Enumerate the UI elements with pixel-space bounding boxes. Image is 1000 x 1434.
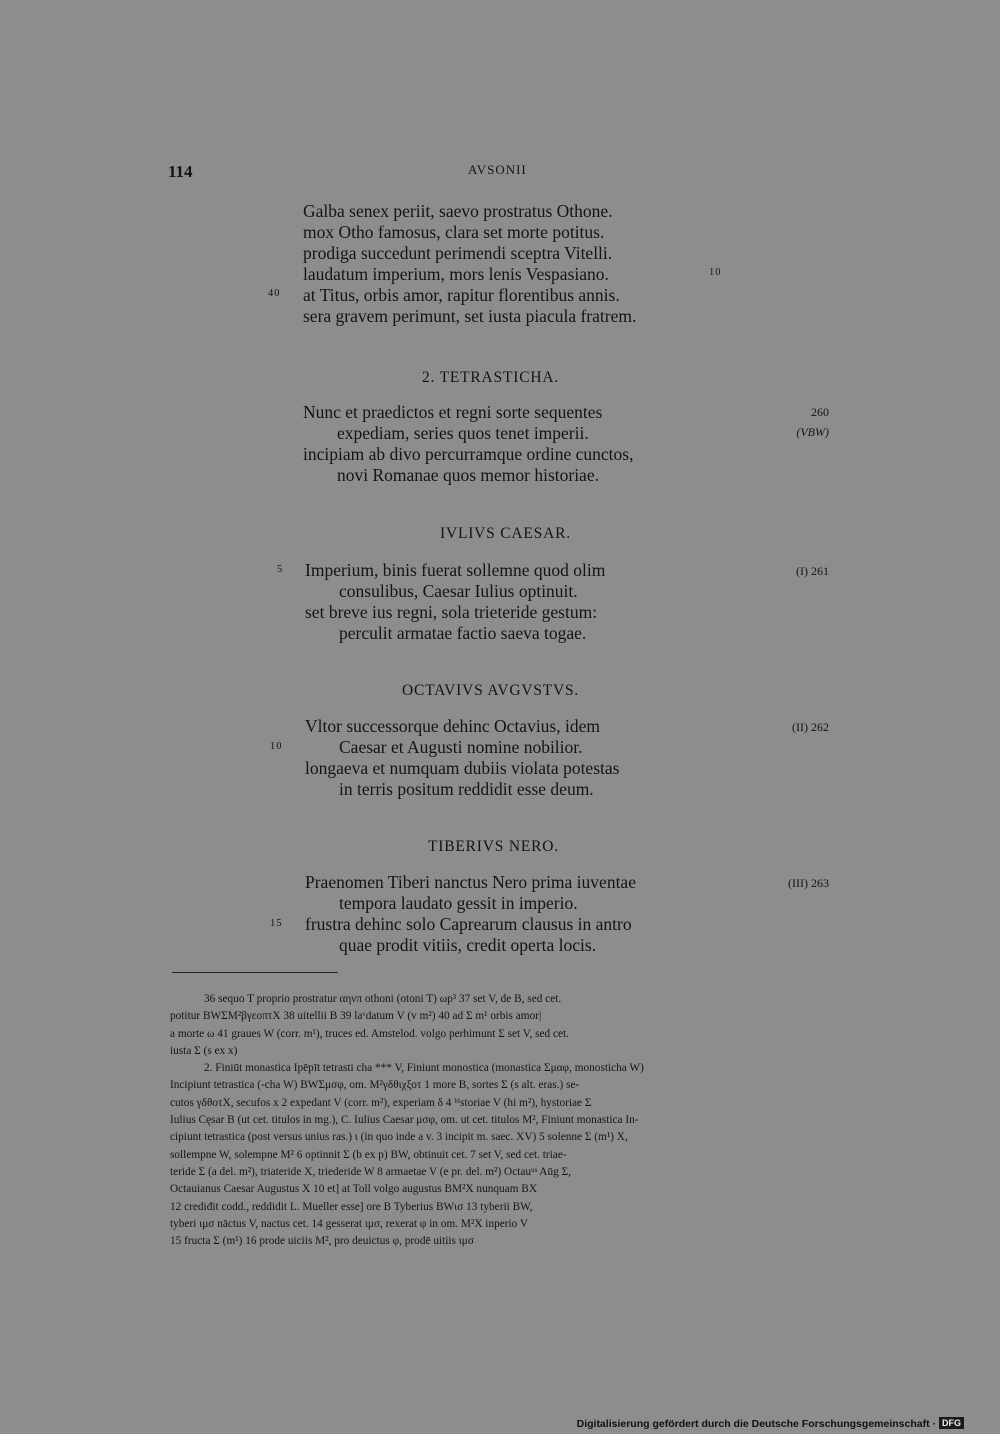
line-number-left: 40 [268, 288, 281, 299]
footnote-line: sollempne W, solempne M² 6 optinnit Σ (b ex p) BW, obtinuit cet. 7 set V, sed cet. triae- [170, 1148, 567, 1161]
footnote-line: Incipiunt tetrastica (-cha W) BWΣμσφ, om. M²γδθιχξοτ 1 more B, sortes Σ (s alt. eras.) se- [170, 1079, 580, 1092]
footnote-line: 12 crediđit codd., reddidit L. Mueller esse] ore B Tyberius BWισ 13 tyberii BW, [170, 1200, 533, 1213]
verse-line: in terris positum reddidit esse deum. [339, 779, 594, 799]
footnote-line: potitur BWΣM²βγεοπτX 38 uitellii B 39 laᵛdatum V (v m²) 40 ad Σ m¹ orbis amor| [170, 1010, 542, 1023]
verse-line: Nunc et praedictos et regni sorte sequentes [303, 402, 603, 422]
line-number-left: 5 [277, 564, 284, 575]
footnote-line: cipiunt tetrastica (post versus unius ras.) ι (in quo inde a v. 3 incipit m. saec. XV) 5 solenne Σ (m¹) X, [170, 1131, 628, 1144]
verse-block-iulius [305, 560, 605, 644]
verse-line: consulibus, Caesar Iulius optinuit. [339, 581, 578, 601]
credit-text: Digitalisierung gefördert durch die Deutsche Forschungsgemeinschaft · [576, 1418, 936, 1430]
section-heading: 2. TETRASTICHA. [422, 369, 560, 386]
verse-line: Galba senex periit, saevo prostratus Othone. [303, 201, 613, 221]
section-heading: IVLIVS CAESAR. [440, 525, 571, 542]
footnote-line: tyberi ιμσ nāctus V, nactus cet. 14 gesserat ιμσ, rexerat φ in om. M²X inperio V [170, 1217, 529, 1230]
line-number-right: 10 [709, 267, 722, 278]
footnote-line: 2. Finiūt monastica Ipēpīt tetrasti cha *** V, Finiunt monostica (monastica Σμαφ, monosticha W) [204, 1062, 644, 1075]
verse-line: set breve ius regni, sola trieteride gestum: [305, 602, 598, 622]
footnote-line: 36 sequo T proprio prostratur αηνπ othoni (otoni T) ωp³ 37 set V, de B, sed cet. [204, 993, 562, 1005]
verse-block-1 [303, 201, 636, 327]
verse-block-tetrasticha [303, 402, 633, 486]
line-number-left: 10 [270, 741, 283, 752]
verse-block-octavius [305, 716, 619, 800]
verse-line: perculit armatae factio saeva togae. [339, 623, 587, 643]
verse-block-tiberius [305, 872, 636, 956]
footnote-line: cutos γδθοτX, secufos x 2 expedant V (corr. m²), experiam δ 4 ʰⁱstoriae V (hi m²), hystoriae Σ [170, 1096, 592, 1109]
verse-line: Praenomen Tiberi nanctus Nero prima iuventae [305, 872, 636, 892]
verse-line: expediam, series quos tenet imperii. [337, 423, 589, 443]
footnote-line: Iulius Cęsar B (ut cet. titulos in mg.), C. Iulius Caesar μσφ, om. ut cet. titulos M², Finiunt monastica In- [170, 1114, 639, 1127]
line-number-right: (II) 262 [792, 720, 829, 734]
verse-line: laudatum imperium, mors lenis Vespasiano. [303, 264, 609, 284]
digitization-credit [577, 1417, 964, 1430]
line-number-right: (III) 263 [788, 876, 829, 890]
verse-line: sera gravem perimunt, set iusta piacula fratrem. [303, 306, 637, 326]
verse-line: incipiam ab divo percurramque ordine cunctos, [303, 444, 634, 464]
verse-line: novi Romanae quos memor historiae. [337, 465, 599, 485]
verse-line: Vltor successorque dehinc Octavius, idem [305, 716, 600, 736]
running-title: AVSONII [468, 162, 527, 177]
verse-line: Imperium, binis fuerat sollemne quod olim [305, 560, 606, 580]
verse-line: Caesar et Augusti nomine nobilior. [339, 737, 583, 757]
footnote-line: iusta Σ (s ex x) [170, 1044, 238, 1057]
verse-line: at Titus, orbis amor, rapitur florentibus annis. [303, 285, 620, 305]
verse-line: prodiga succedunt perimendi sceptra Vitelli. [303, 243, 613, 263]
manuscript-sigla: (VBW) [796, 425, 829, 439]
line-number-right: 260 [811, 405, 829, 419]
section-heading: TIBERIVS NERO. [428, 838, 559, 855]
footnote-line: 15 fructa Σ (m¹) 16 prode uiciis M², pro deuictus φ, prodē uitiis ιμσ [170, 1235, 474, 1248]
dfg-logo: DFG [939, 1417, 964, 1429]
line-number-right: (I) 261 [796, 564, 829, 578]
section-heading: OCTAVIVS AVGVSTVS. [402, 682, 580, 699]
verse-line: mox Otho famosus, clara set morte potitus. [303, 222, 605, 242]
footnote-line: Octauianus Caesar Augustus X 10 et] at Toll volgo augustus BM²X nunquam BX [170, 1183, 537, 1196]
verse-line: tempora laudato gessit in imperio. [339, 893, 578, 913]
footnote-line: a morte ω 41 graues W (corr. m¹), truces ed. Amstelod. volgo perhimunt Σ set V, sed cet. [170, 1027, 570, 1040]
verse-line: quae prodit vitiis, credit operta locis. [339, 935, 597, 955]
footnote-rule [172, 972, 338, 973]
footnote-line: teride Σ (a del. m²), triateride X, triederide W 8 armaetae V (e pr. del. m²) Octauᵘˢ Aūg Σ, [170, 1165, 571, 1178]
verse-line: frustra dehinc solo Caprearum clausus in antro [305, 914, 632, 934]
verse-line: longaeva et numquam dubiis violata potestas [305, 758, 620, 778]
page-number: 114 [168, 162, 193, 181]
footnotes [170, 991, 644, 1250]
line-number-left: 15 [270, 918, 283, 929]
